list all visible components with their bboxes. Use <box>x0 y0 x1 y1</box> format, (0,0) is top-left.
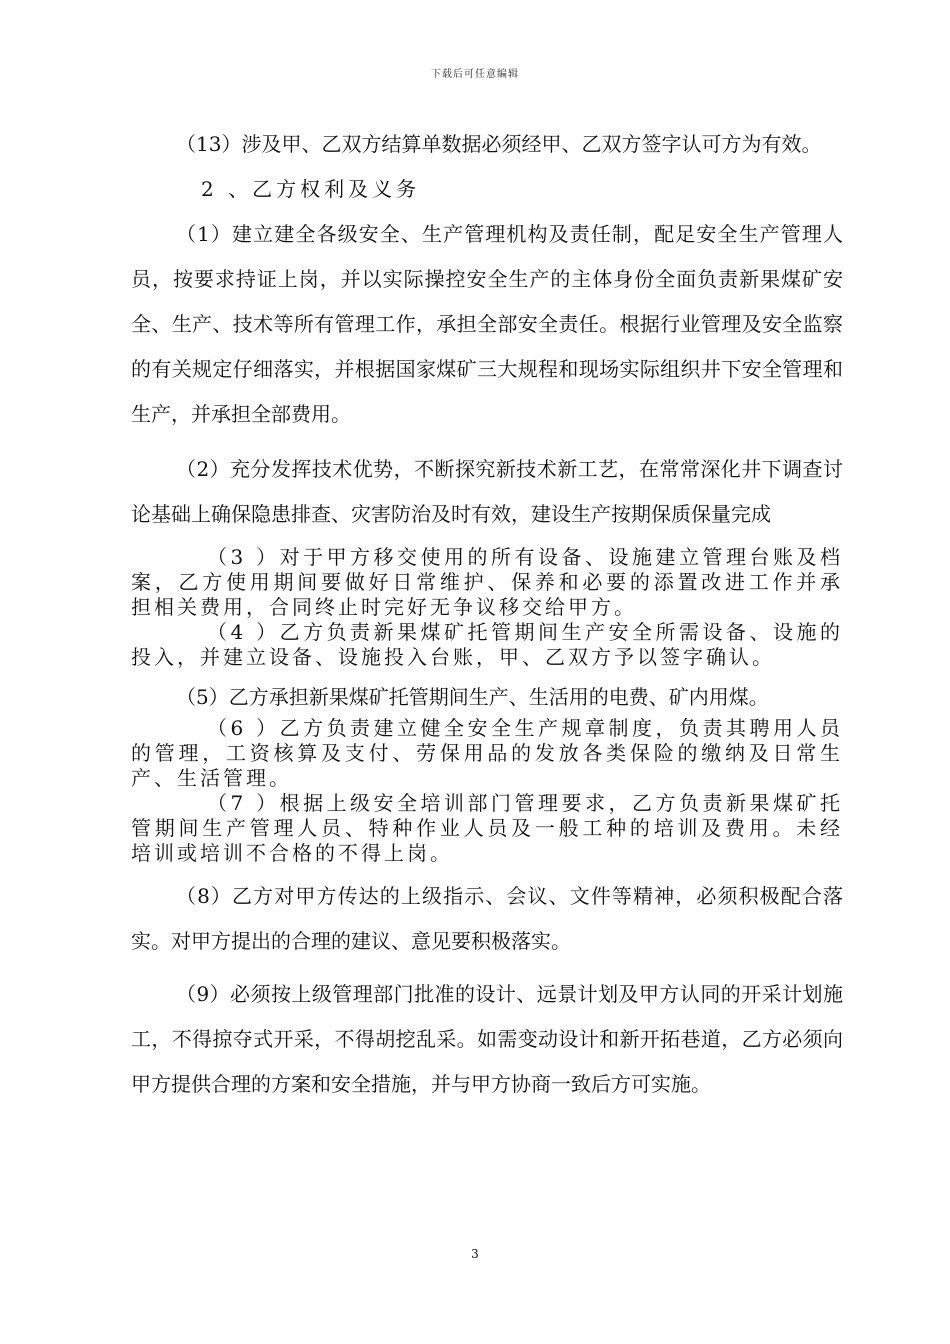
paragraph-8: （8）乙方对甲方传达的上级指示、会议、文件等精神，必须积极配合落实。对甲方提出的合理的建议、意见要积极落实。 <box>131 884 843 953</box>
paragraph-6: （6 ）乙方负责建立健全安全生产规章制度，负责其聘用人员的管理，工资核算及支付、劳保用品的发放各类保险的缴纳及日常生产、生活管理。 <box>131 716 843 790</box>
paragraph-7: （7 ）根据上级安全培训部门管理要求，乙方负责新果煤矿托管期间生产管理人员、特种作业人员及一般工种的培训及费用。未经培训或培训不合格的不得上岗。 <box>131 791 843 865</box>
document-body <box>131 122 843 1107</box>
paragraph-4: （4 ）乙方负责新果煤矿托管期间生产安全所需设备、设施的投入，并建立设备、设施投入台账，甲、乙双方予以签字确认。 <box>131 620 843 669</box>
paragraph-13: （13）涉及甲、乙双方结算单数据必须经甲、乙双方签字认可方为有效。 <box>176 132 822 156</box>
paragraph-1: （1）建立建全各级安全、生产管理机构及责任制，配足安全生产管理人员，按要求持证上岗，并以实际操控安全生产的主体身份全面负责新果煤矿安全、生产、技术等所有管理工作，承担全部安全责任。根据行业管理及安全监察的有关规定仔细落实，并根据国家煤矿三大规程和现场实际组织井下安全管理和生产，并承担全部费用。 <box>131 222 843 426</box>
paragraph-9: （9）必须按上级管理部门批准的设计、远景计划及甲方认同的开采计划施工，不得掠夺式开采，不得胡挖乱采。如需变动设计和新开拓巷道，乙方必须向甲方提供合理的方案和安全措施，并与甲方协商一致后方可实施。 <box>131 982 843 1096</box>
paragraph-3: （3 ）对于甲方移交使用的所有设备、设施建立管理台账及档案，乙方使用期间要做好日常维护、保养和必要的添置改进工作并承担相关费用，合同终止时完好无争议移交给甲方。 <box>131 545 843 619</box>
paragraph-5: （5）乙方承担新果煤矿托管期间生产、生活用的电费、矿内用煤。 <box>176 685 769 709</box>
paragraph-2: （2）充分发挥技术优势，不断探究新技术新工艺，在常常深化井下调查讨论基础上确保隐患排查、灾害防治及时有效，建设生产按期保质保量完成 <box>131 457 843 526</box>
page-header: 下载后可任意编辑 <box>431 69 519 80</box>
page-number: 3 <box>471 1247 479 1261</box>
section-heading-2: 2 、乙方权利及义务 <box>201 177 421 201</box>
